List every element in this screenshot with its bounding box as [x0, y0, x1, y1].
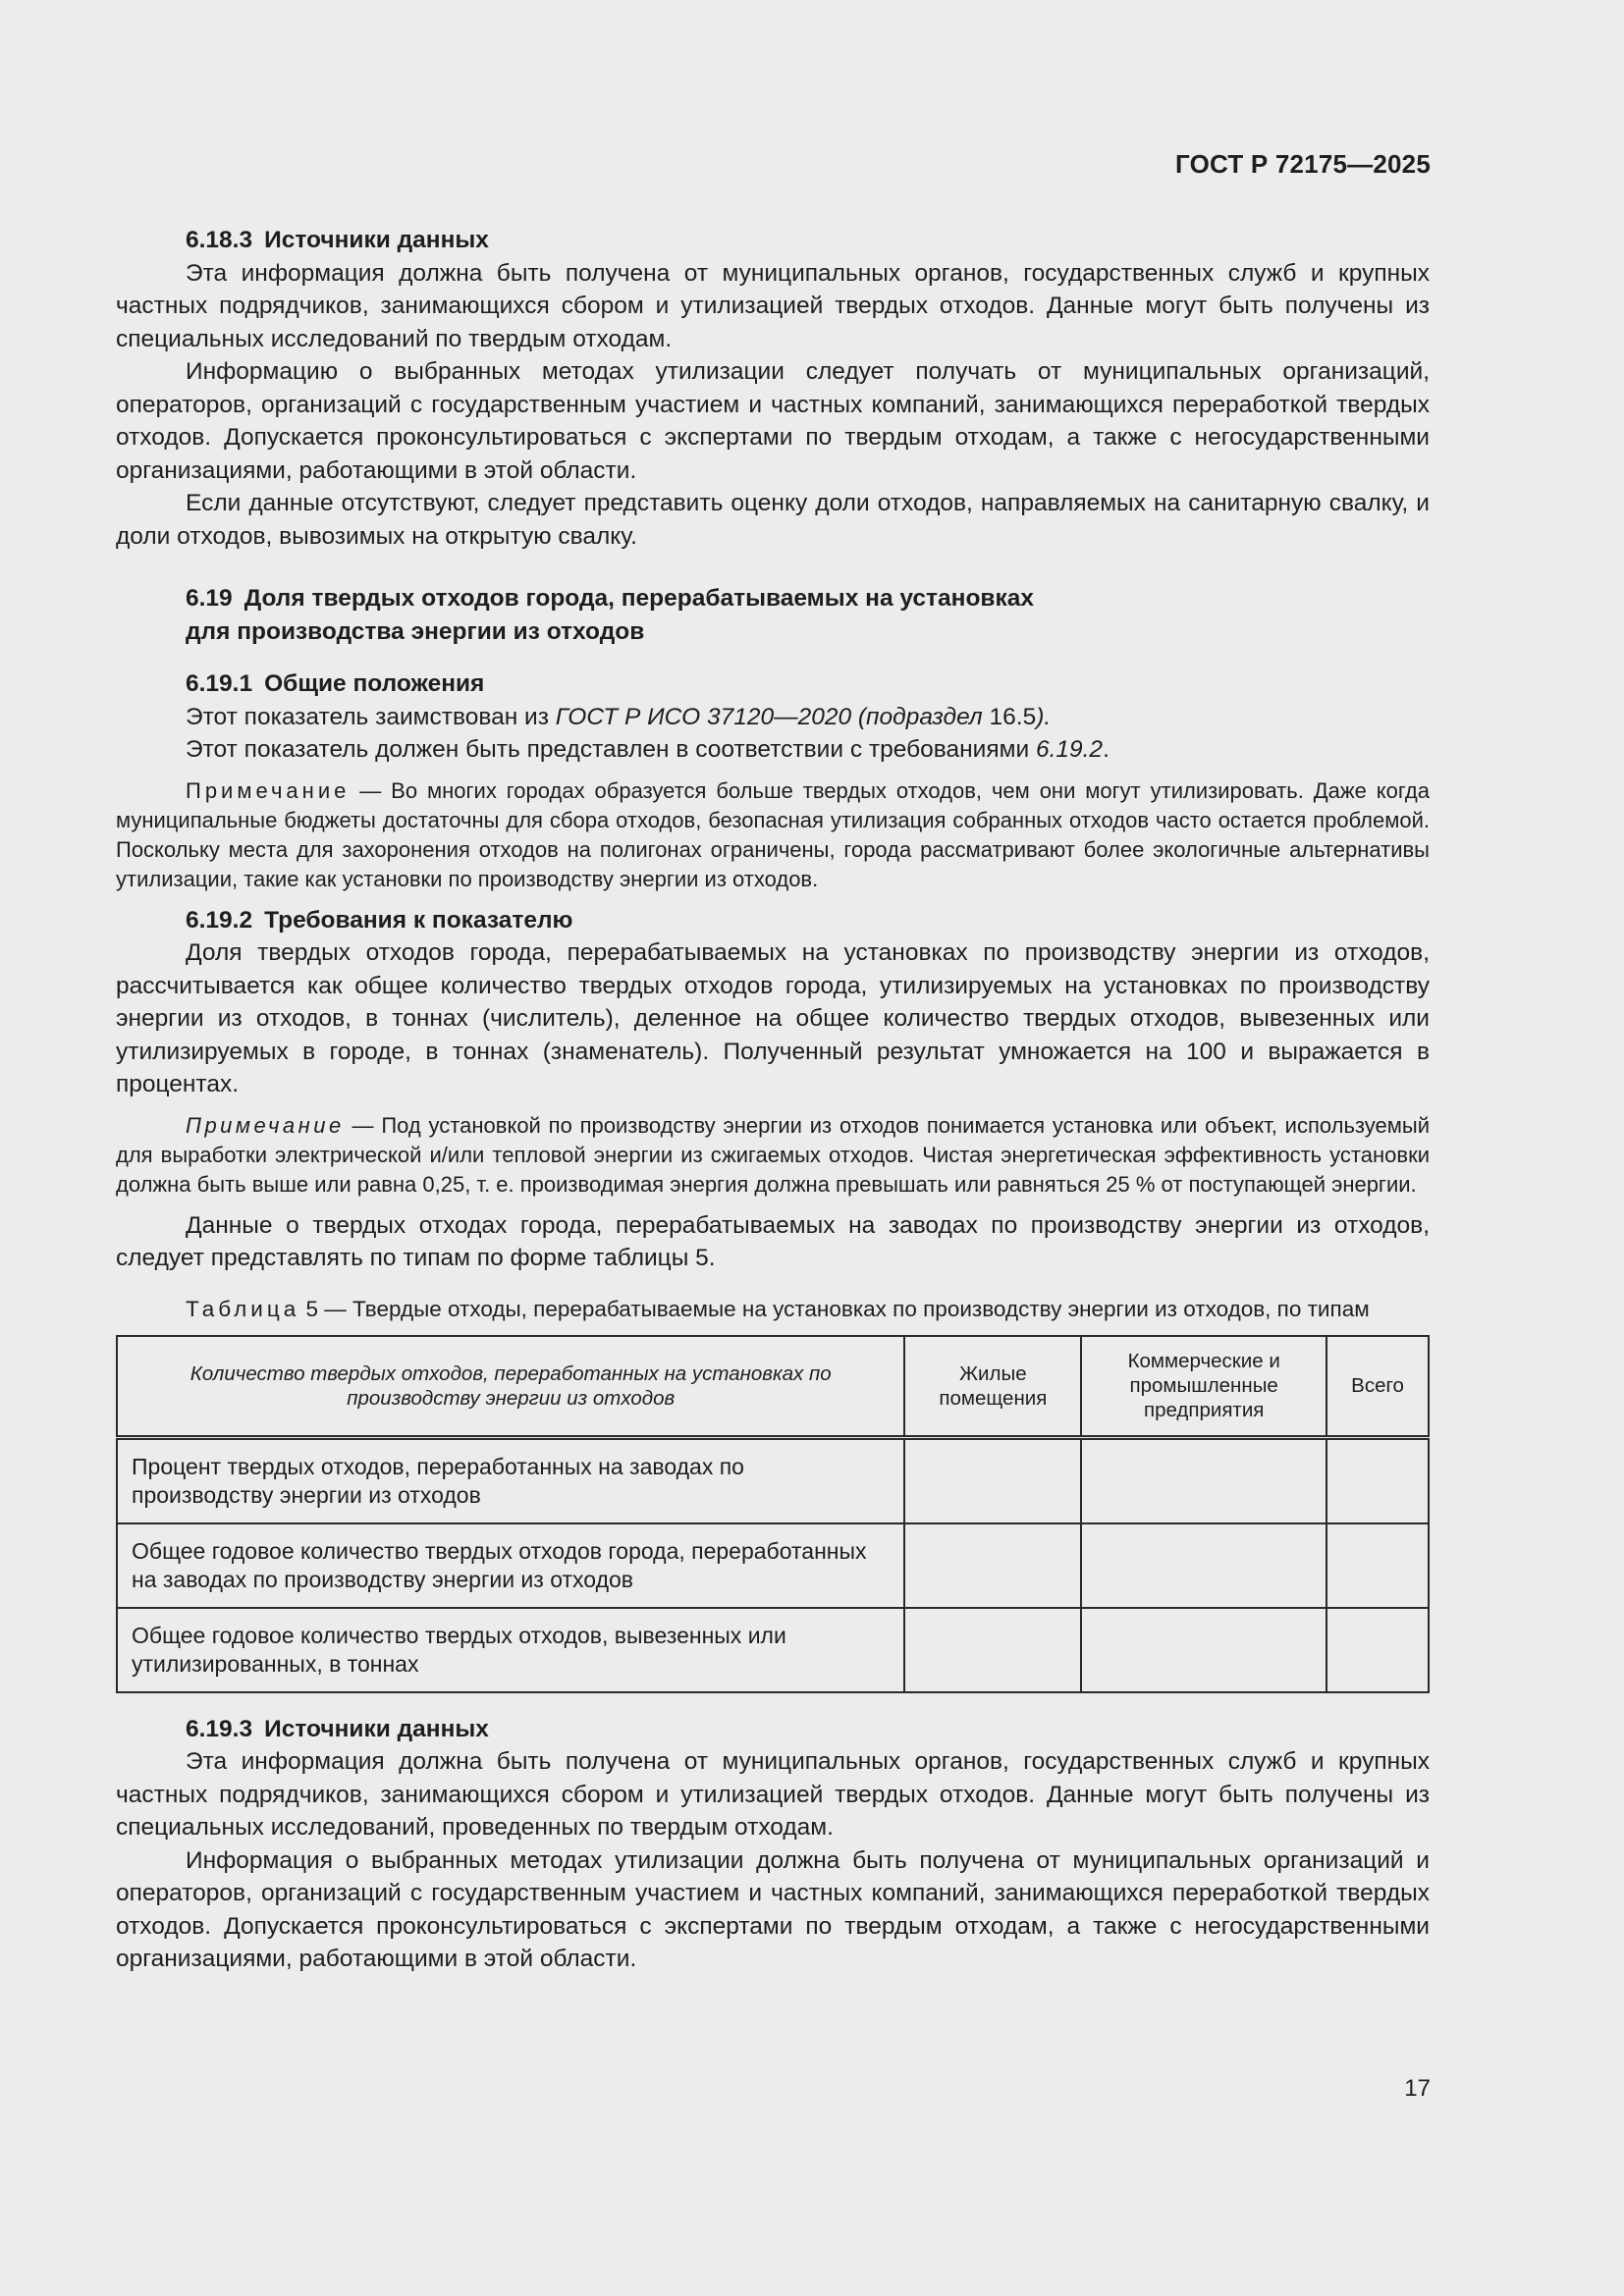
paragraph: Эта информация должна быть получена от муниципальных органов, государственных служб и крупных частных подрядчиков, занимающихся сбором и утилизацией твердых отходов. Данные могут быть получены из специальных исследований, проведенных по твердым отходам. — [116, 1748, 1430, 1841]
table-caption — [116, 1295, 1430, 1323]
row-label: Общее годовое количество твердых отходов, вывезенных или утилизированных, в тоннах — [117, 1608, 904, 1692]
paragraph: Данные о твердых отходах города, перерабатываемых на заводах по производству энергии из отходов, следует представлять по типам по форме таблицы 5. — [116, 1211, 1430, 1271]
paragraph: Если данные отсутствуют, следует представить оценку доли отходов, направляемых на санитарную свалку, и доли отходов, вывозимых на открытую свалку. — [116, 490, 1430, 550]
table-caption-text: 5 — Твердые отходы, перерабатываемые на установках по производству энергии из отходов, по типам — [299, 1296, 1370, 1321]
row-label: Процент твердых отходов, переработанных на заводах по производству энергии из отходов — [117, 1437, 904, 1523]
page-content — [116, 224, 1430, 1976]
table-header-row — [117, 1336, 1429, 1438]
section-heading-6-18-3 — [116, 224, 1430, 257]
row-label: Общее годовое количество твердых отходов города, переработанных на заводах по производству энергии из отходов — [117, 1523, 904, 1608]
section-heading-6-19-2 — [116, 904, 1430, 937]
table-cell — [1326, 1608, 1429, 1692]
section-number: 6.19 — [186, 585, 233, 612]
section-title-line-2: для производства энергии из отходов — [186, 617, 645, 645]
section-heading-6-19-3 — [116, 1713, 1430, 1746]
table-row — [117, 1608, 1429, 1692]
section-heading-6-19 — [116, 582, 1430, 648]
table-5 — [116, 1335, 1430, 1693]
table-cell — [904, 1523, 1081, 1608]
section-title: Требования к показателю — [264, 906, 573, 934]
column-header-residential: Жилые помещения — [904, 1336, 1081, 1438]
paragraph: Информация о выбранных методах утилизации должна быть получена от муниципальных организаций и операторов, организаций с государственным участием и частных компаний, занимающихся переработкой твердых отходов. Допускается проконсультироваться с экспертами по твердым отходам, а также с негосударственными организациями, работающими в этой области. — [116, 1846, 1430, 1972]
note-label: Примечание — [186, 777, 351, 803]
section-title: Источники данных — [264, 227, 489, 253]
section-number: 6.18.3 — [186, 227, 253, 253]
standard-reference: ГОСТ Р ИСО 37120—2020 (подраздел — [555, 703, 990, 730]
paragraph: Эта информация должна быть получена от муниципальных органов, государственных служб и крупных частных подрядчиков, занимающихся сбором и утилизацией твердых отходов. Данные могут быть получены из специальных исследований по твердым отходам. — [116, 259, 1430, 352]
section-title-line-1: Доля твердых отходов города, перерабатываемых на установках — [244, 585, 1035, 612]
table-cell — [1326, 1437, 1429, 1523]
paragraph: Этот показатель должен быть представлен в соответствии с требованиями 6.19.2. — [186, 736, 1110, 763]
page-number: 17 — [1404, 2075, 1431, 2102]
table-cell — [1081, 1523, 1326, 1608]
section-number: 6.19.1 — [186, 670, 253, 697]
note — [116, 1111, 1430, 1200]
column-header-commercial: Коммерческие и промышленные предприятия — [1081, 1336, 1326, 1438]
section-number: 6.19.3 — [186, 1715, 253, 1742]
table-row — [117, 1523, 1429, 1608]
section-number: 6.19.2 — [186, 906, 253, 934]
table-cell — [1081, 1437, 1326, 1523]
paragraph: Этот показатель заимствован из ГОСТ Р ИСО 37120—2020 (подраздел 16.5). — [186, 703, 1052, 730]
table-cell — [1081, 1608, 1326, 1692]
table-cell — [904, 1437, 1081, 1523]
section-title: Общие положения — [264, 670, 485, 697]
column-header-quantity: Количество твердых отходов, переработанных на установках по производству энергии из отходов — [117, 1336, 904, 1438]
note — [116, 776, 1430, 894]
note-text: — Во многих городах образуется больше твердых отходов, чем они могут утилизировать. Даже когда муниципальные бюджеты достаточны для сбора отходов, безопасная утилизация собранных отходов часто остается проблемой. Поскольку места для захоронения отходов на полигонах ограничены, города рассматривают более экологичные альтернативы утилизации, такие как установки по производству энергии из отходов. — [116, 777, 1430, 891]
paragraph: Информацию о выбранных методах утилизации следует получать от муниципальных организаций, операторов, организаций с государственным участием и частных компаний, занимающихся переработкой твердых отходов. Допускается проконсультироваться с экспертами по твердым отходам, а также с негосударственными организациями, работающими в этой области. — [116, 358, 1430, 484]
clause-reference: 6.19.2 — [1035, 736, 1104, 763]
document-id-header: ГОСТ Р 72175—2025 — [1175, 149, 1431, 179]
table-cell — [904, 1608, 1081, 1692]
paragraph: Доля твердых отходов города, перерабатываемых на установках по производству энергии из отходов, рассчитывается как общее количество твердых отходов города, утилизируемых на установках по производству энергии из отходов, в тоннах (числитель), деленное на общее количество твердых отходов, вывезенных или утилизируемых в городе, в тоннах (знаменатель). Полученный результат умножается на 100 и выражается в процентах. — [116, 939, 1430, 1097]
column-header-total: Всего — [1326, 1336, 1429, 1438]
table-cell — [1326, 1523, 1429, 1608]
table-caption-label: Таблица — [186, 1296, 300, 1321]
table-row — [117, 1437, 1429, 1523]
section-heading-6-19-1 — [116, 667, 1430, 701]
section-title: Источники данных — [264, 1715, 489, 1742]
note-text: — Под установкой по производству энергии из отходов понимается установка или объект, используемый для выработки электрической и/или тепловой энергии из сжигаемых отходов. Чистая энергетическая эффективность установки должна быть выше или равна 0,25, т. е. производимая энергия должна превышать или равняться 25 % от поступающей энергии. — [116, 1112, 1430, 1197]
note-label: Примечание — [186, 1112, 345, 1138]
